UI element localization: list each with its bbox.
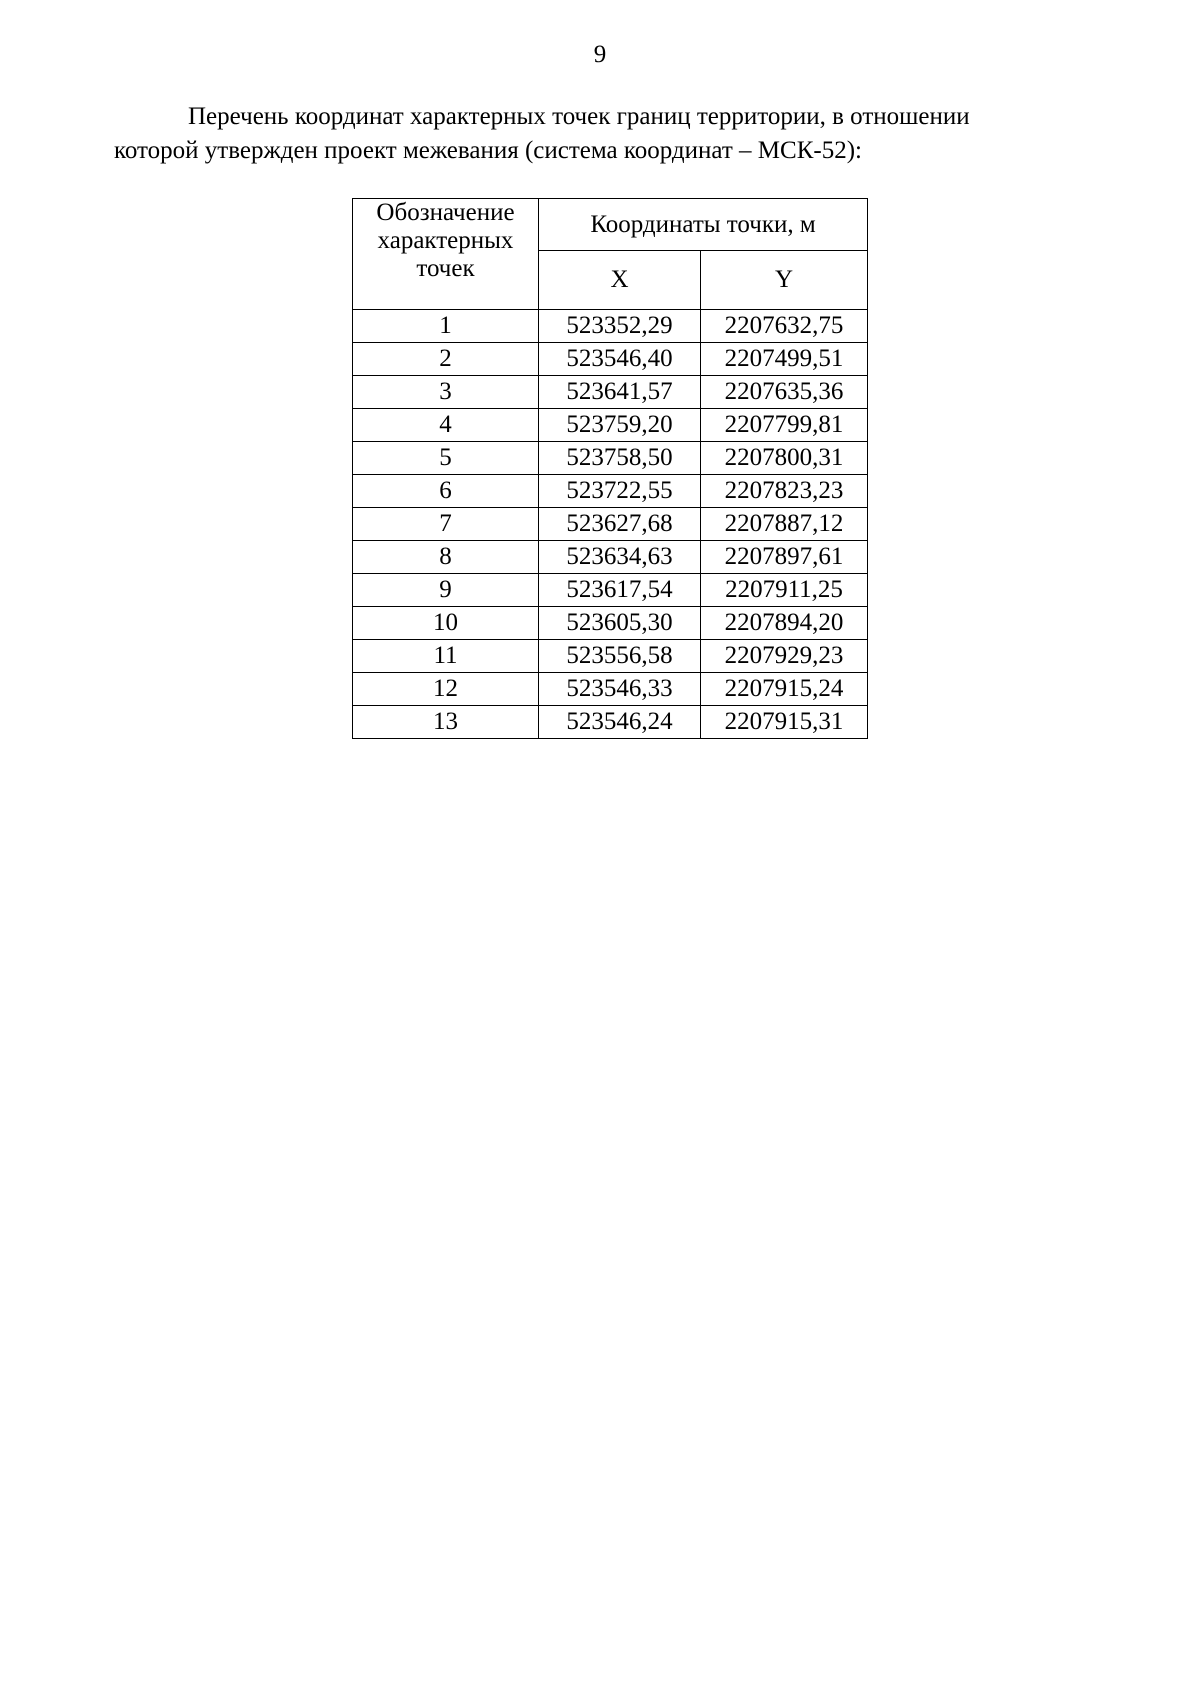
cell-x: 523352,29 <box>539 310 701 343</box>
cell-point: 5 <box>353 442 539 475</box>
cell-point: 8 <box>353 541 539 574</box>
cell-x: 523546,24 <box>539 706 701 739</box>
cell-x: 523556,58 <box>539 640 701 673</box>
cell-y: 2207799,81 <box>701 409 868 442</box>
cell-y: 2207823,23 <box>701 475 868 508</box>
table-row <box>353 508 868 541</box>
table-row <box>353 343 868 376</box>
cell-y: 2207632,75 <box>701 310 868 343</box>
page-number: 9 <box>593 41 607 68</box>
header-point-line: точек <box>416 255 475 282</box>
cell-x: 523627,68 <box>539 508 701 541</box>
cell-x: 523617,54 <box>539 574 701 607</box>
cell-x: 523758,50 <box>539 442 701 475</box>
cell-x: 523722,55 <box>539 475 701 508</box>
cell-y: 2207915,24 <box>701 673 868 706</box>
cell-y: 2207800,31 <box>701 442 868 475</box>
cell-y: 2207635,36 <box>701 376 868 409</box>
cell-x: 523546,40 <box>539 343 701 376</box>
header-coordinates: Координаты точки, м <box>539 199 868 251</box>
cell-point: 6 <box>353 475 539 508</box>
cell-point: 12 <box>353 673 539 706</box>
intro-line-1: Перечень координат характерных точек границ территории, в отношении <box>188 103 970 130</box>
intro-paragraph <box>114 100 1090 168</box>
header-point-designation <box>353 199 539 310</box>
cell-point: 11 <box>353 640 539 673</box>
header-point-line: Обозначение <box>376 199 515 226</box>
table-row <box>353 376 868 409</box>
table-row <box>353 673 868 706</box>
header-y: Y <box>701 251 868 310</box>
cell-x: 523605,30 <box>539 607 701 640</box>
cell-y: 2207911,25 <box>701 574 868 607</box>
table-row <box>353 574 868 607</box>
table-row <box>353 607 868 640</box>
cell-point: 4 <box>353 409 539 442</box>
cell-point: 9 <box>353 574 539 607</box>
cell-x: 523641,57 <box>539 376 701 409</box>
header-x: X <box>539 251 701 310</box>
cell-point: 10 <box>353 607 539 640</box>
intro-line-2: которой утвержден проект межевания (система координат – МСК-52): <box>114 137 862 164</box>
cell-point: 1 <box>353 310 539 343</box>
table-row <box>353 310 868 343</box>
cell-y: 2207894,20 <box>701 607 868 640</box>
cell-x: 523759,20 <box>539 409 701 442</box>
table-row <box>353 541 868 574</box>
cell-point: 2 <box>353 343 539 376</box>
table-row <box>353 640 868 673</box>
header-point-line: характерных <box>377 227 514 254</box>
table-row <box>353 706 868 739</box>
cell-y: 2207915,31 <box>701 706 868 739</box>
table-row <box>353 475 868 508</box>
cell-y: 2207499,51 <box>701 343 868 376</box>
coordinates-table <box>352 198 868 739</box>
table-row <box>353 442 868 475</box>
cell-y: 2207887,12 <box>701 508 868 541</box>
cell-point: 13 <box>353 706 539 739</box>
cell-y: 2207897,61 <box>701 541 868 574</box>
cell-y: 2207929,23 <box>701 640 868 673</box>
table-row <box>353 409 868 442</box>
cell-point: 7 <box>353 508 539 541</box>
cell-point: 3 <box>353 376 539 409</box>
cell-x: 523546,33 <box>539 673 701 706</box>
cell-x: 523634,63 <box>539 541 701 574</box>
